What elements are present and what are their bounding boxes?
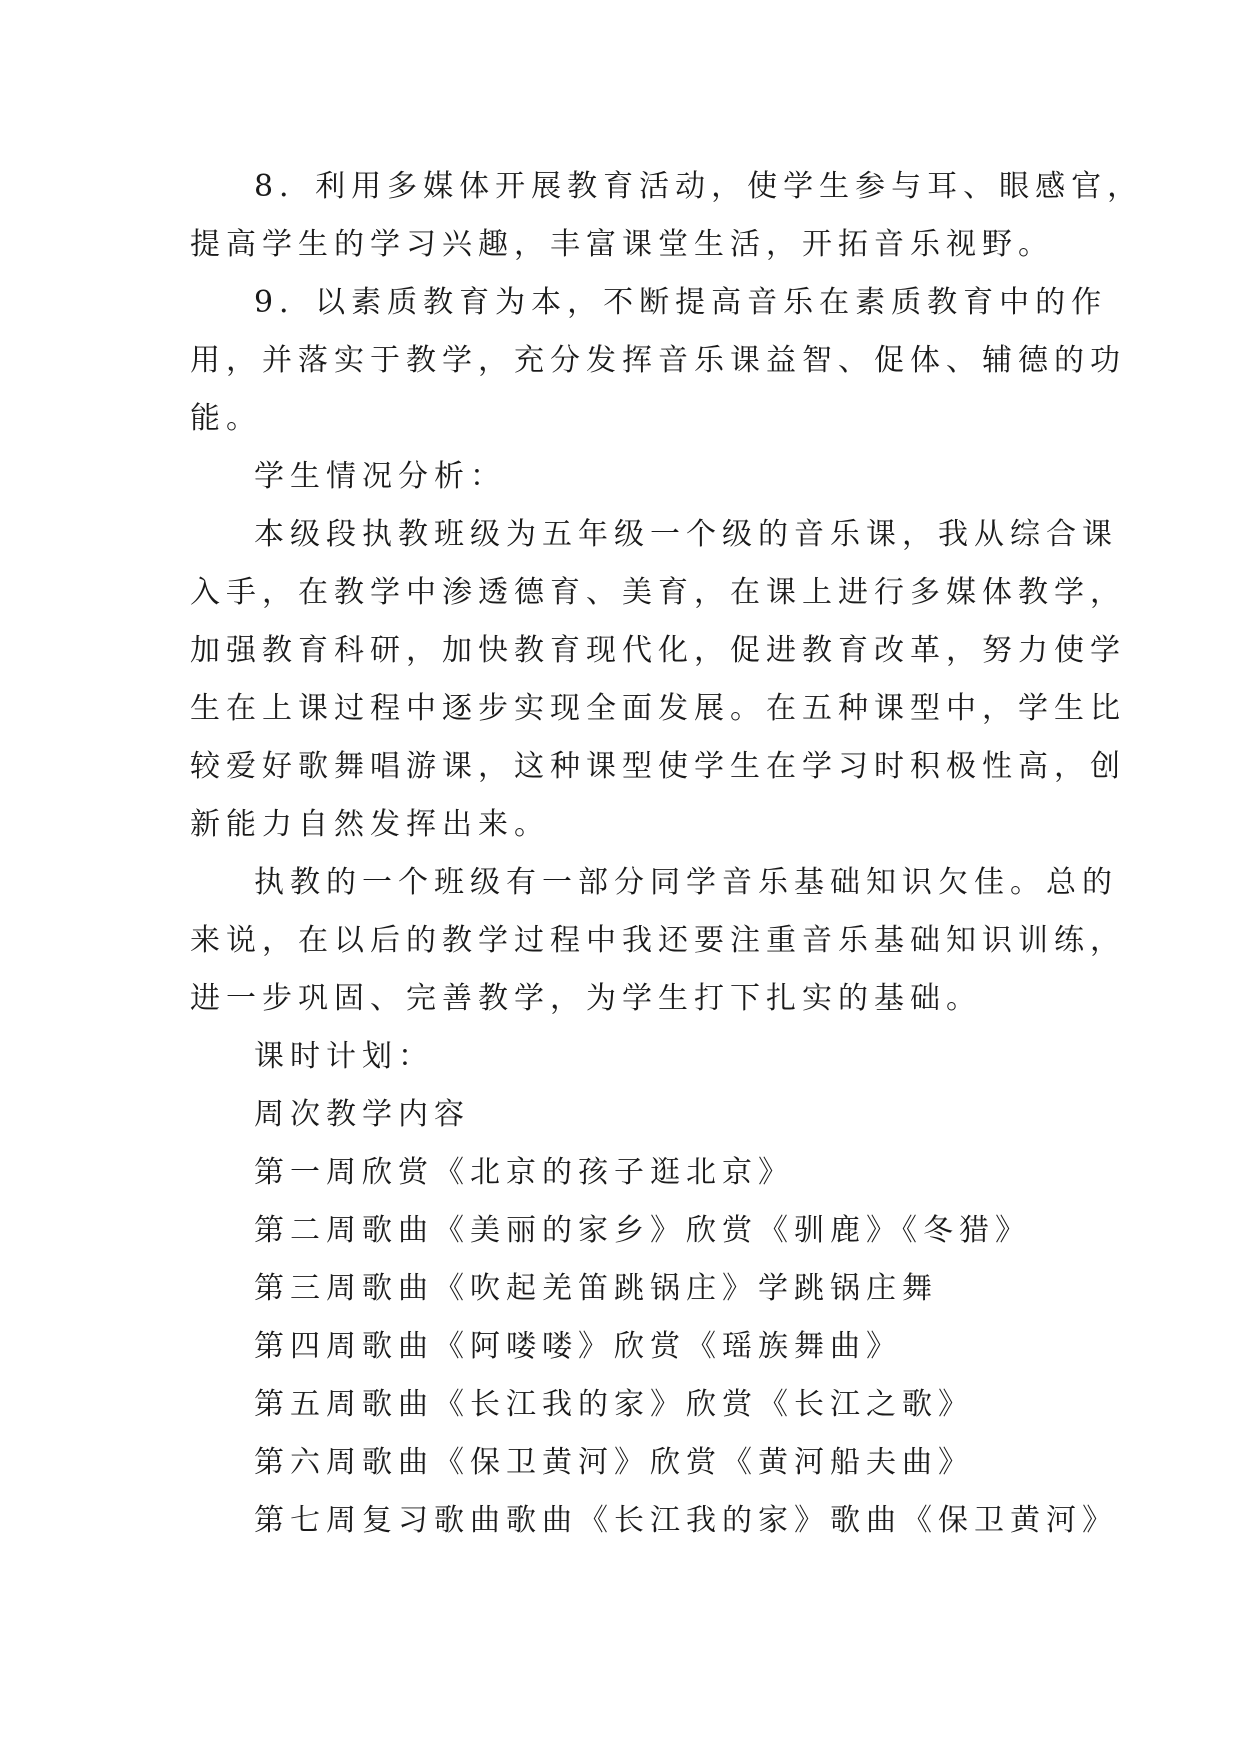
schedule-header-content: 教学内容 — [326, 1097, 470, 1132]
paragraph-9-line-3: 能。 — [190, 401, 262, 436]
document-body — [190, 158, 1144, 1550]
schedule-week: 第六周 — [254, 1445, 362, 1480]
schedule-week: 第四周 — [254, 1329, 362, 1364]
schedule-content-extra: 欣赏《长江之歌》 — [686, 1387, 974, 1422]
analysis-1-line-3: 加强教育科研，加快教育现代化，促进教育改革，努力使学 — [190, 633, 1126, 668]
schedule-content: 歌曲《保卫黄河》 — [362, 1445, 650, 1480]
analysis-1-line-4: 生在上课过程中逐步实现全面发展。在五种课型中，学生比 — [190, 691, 1126, 726]
schedule-week: 第七周 — [254, 1503, 362, 1538]
analysis-1-line-5: 较爱好歌舞唱游课，这种课型使学生在学习时积极性高，创 — [190, 749, 1126, 784]
schedule-row — [190, 1318, 1070, 1376]
student-analysis-heading: 学生情况分析： — [254, 459, 506, 494]
schedule-row — [190, 1492, 1118, 1550]
schedule-content: 歌曲《长江我的家》 — [362, 1387, 686, 1422]
analysis-1-line-1: 本级段执教班级为五年级一个级的音乐课，我从综合课 — [254, 517, 1118, 552]
schedule-content-extra: 欣赏《瑶族舞曲》 — [614, 1329, 902, 1364]
schedule-row — [190, 1434, 1070, 1492]
schedule-content: 复习歌曲歌曲《长江我的家》歌曲《保卫黄河》 — [362, 1503, 1118, 1538]
schedule-week: 第一周 — [254, 1155, 362, 1190]
schedule-content-extra: 欣赏《驯鹿》《冬猎》 — [686, 1213, 1031, 1248]
schedule-week: 第二周 — [254, 1213, 362, 1248]
schedule-week: 第五周 — [254, 1387, 362, 1422]
analysis-2-line-1: 执教的一个班级有一部分同学音乐基础知识欠佳。总的 — [254, 865, 1118, 900]
schedule-content: 歌曲《吹起羌笛跳锅庄》 — [362, 1271, 758, 1306]
schedule-row — [190, 1376, 1070, 1434]
analysis-1-line-2: 入手，在教学中渗透德育、美育，在课上进行多媒体教学， — [190, 575, 1126, 610]
analysis-1-line-6: 新能力自然发挥出来。 — [190, 807, 550, 842]
schedule-week: 第三周 — [254, 1271, 362, 1306]
schedule-row — [190, 1260, 1070, 1318]
schedule-content-extra: 欣赏《黄河船夫曲》 — [650, 1445, 974, 1480]
paragraph-8-line-2: 提高学生的学习兴趣，丰富课堂生活，开拓音乐视野。 — [190, 227, 1054, 262]
schedule-content: 歌曲《美丽的家乡》 — [362, 1213, 686, 1248]
schedule-row — [190, 1144, 1070, 1202]
schedule-row — [190, 1202, 1070, 1260]
lesson-plan-heading: 课时计划： — [254, 1039, 434, 1074]
schedule-content-extra: 学跳锅庄舞 — [758, 1271, 938, 1306]
schedule-header-week: 周次 — [254, 1097, 326, 1132]
analysis-2-line-3: 进一步巩固、完善教学，为学生打下扎实的基础。 — [190, 981, 982, 1016]
schedule-content: 欣赏《北京的孩子逛北京》 — [362, 1155, 794, 1190]
schedule-header — [190, 1086, 1070, 1144]
paragraph-9-line-2: 用，并落实于教学，充分发挥音乐课益智、促体、辅德的功 — [190, 343, 1126, 378]
schedule-content: 歌曲《阿喽喽》 — [362, 1329, 614, 1364]
analysis-2-line-2: 来说，在以后的教学过程中我还要注重音乐基础知识训练， — [190, 923, 1126, 958]
paragraph-8-line-1: 8．利用多媒体开展教育活动，使学生参与耳、眼感官， — [254, 169, 1144, 204]
paragraph-9-line-1: 9．以素质教育为本，不断提高音乐在素质教育中的作 — [254, 285, 1108, 320]
